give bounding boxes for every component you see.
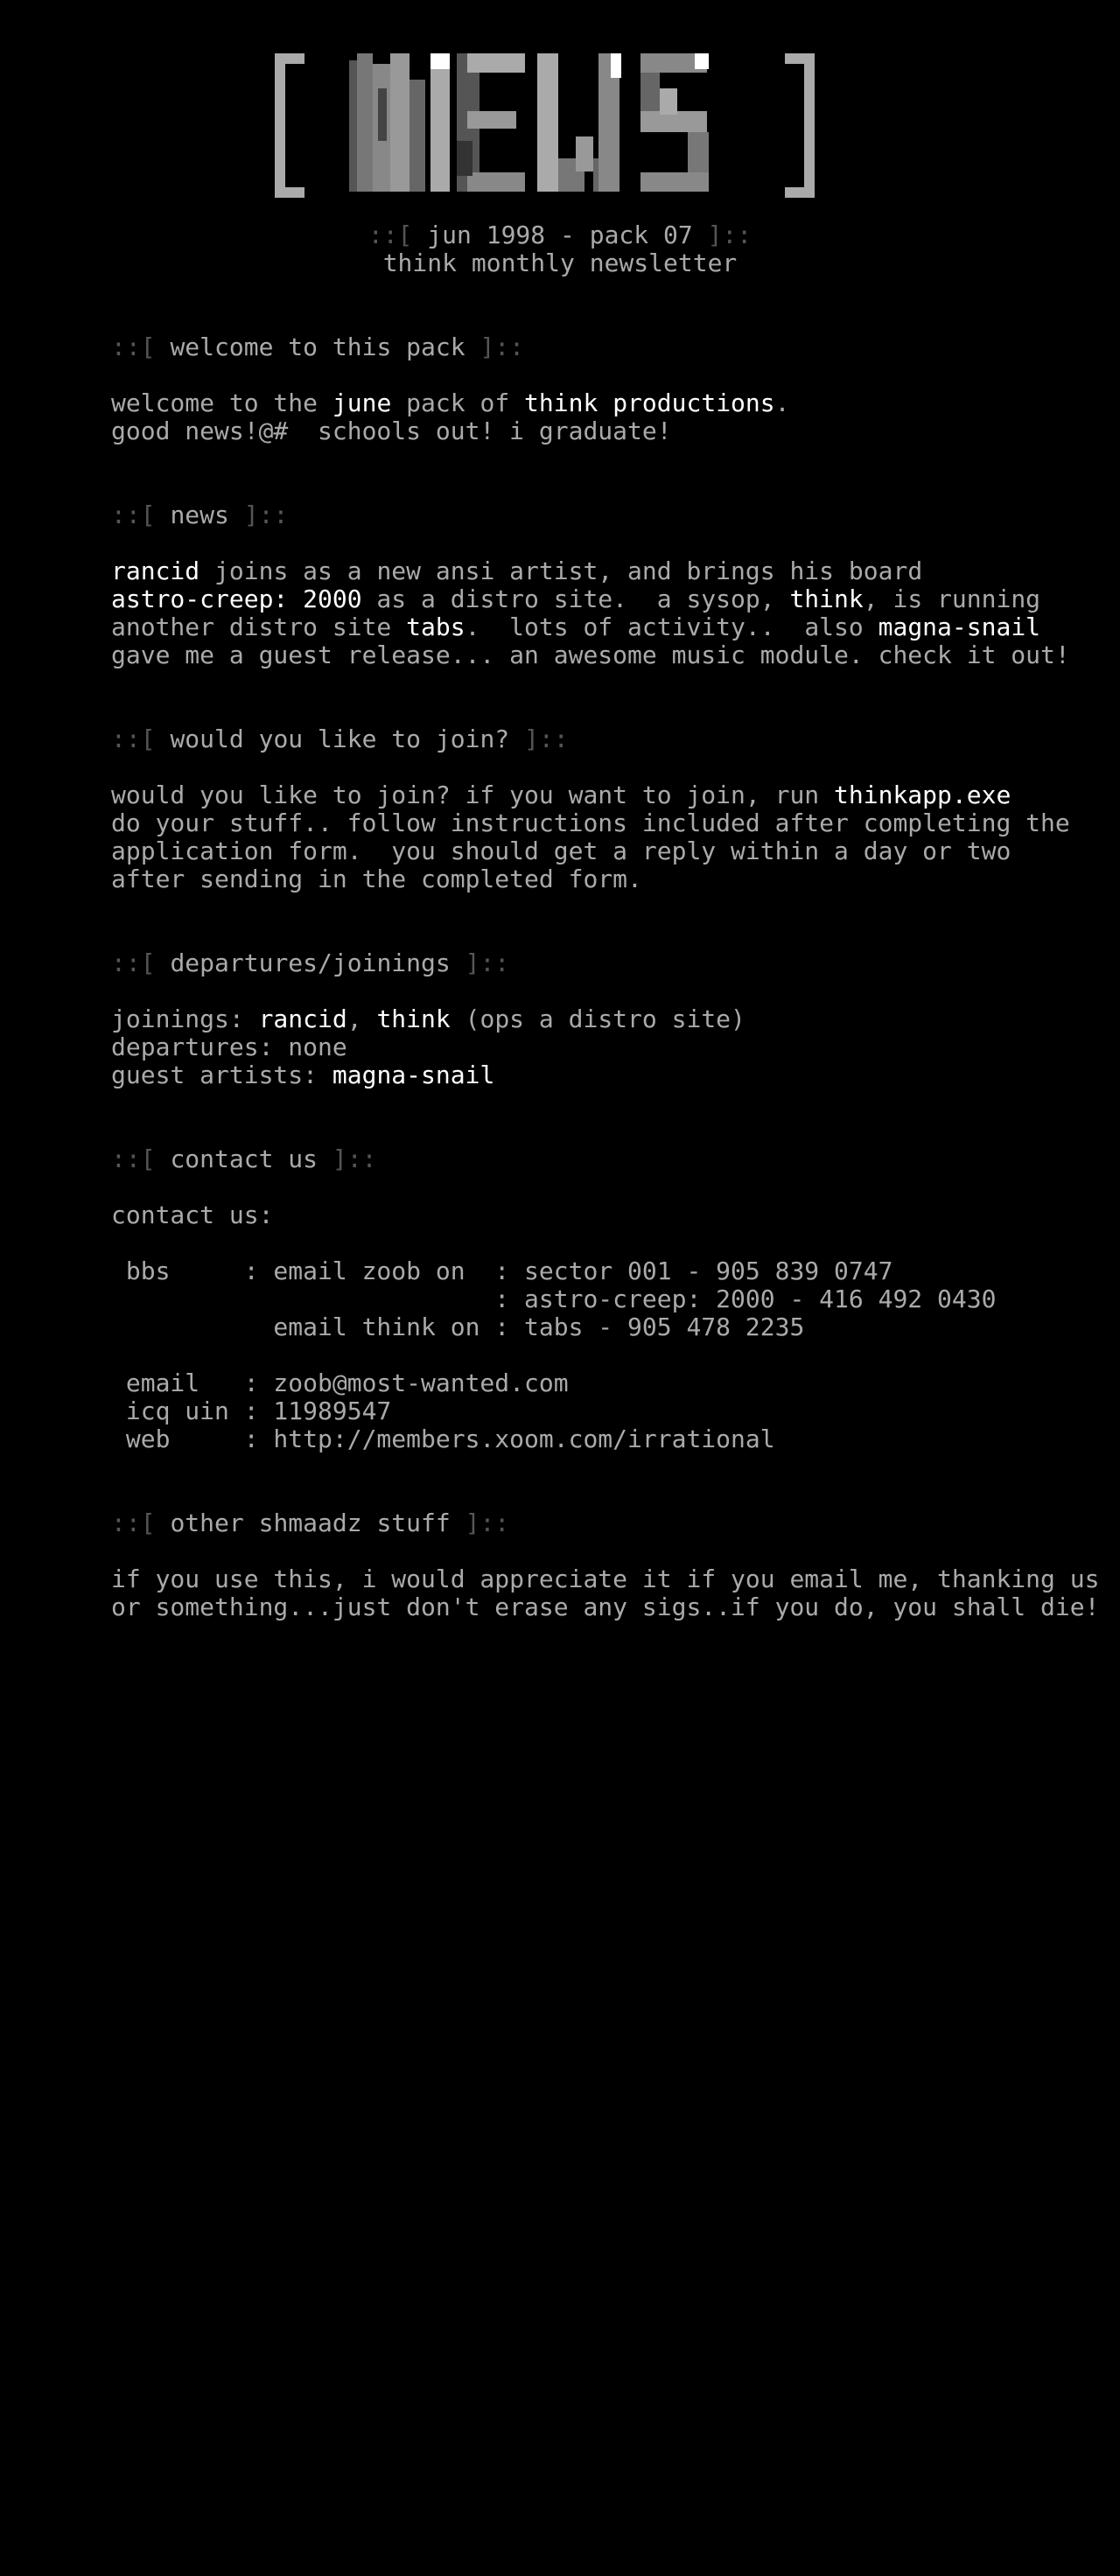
other-line-2: or something...just don't erase any sigs..if you do, you shall die!: [111, 1592, 1100, 1621]
news-line-2: astro-creep: 2000 as a distro site. a sysop, think, is running: [111, 584, 1041, 613]
join-line-4: after sending in the completed form.: [111, 864, 642, 893]
contact-icq: icq uin : 11989547: [111, 1396, 392, 1425]
section-heading-contact: ::[ contact us ]::: [111, 1144, 377, 1173]
pack-title: ::[ jun 1998 - pack 07 ]::: [368, 220, 752, 249]
guest-artists-line: guest artists: magna-snail: [111, 1060, 495, 1089]
news-logo: [275, 53, 815, 198]
logo-letter-e: [457, 53, 525, 192]
join-line-2: do your stuff.. follow instructions included after completing the: [111, 808, 1070, 837]
joinings-line: joinings: rancid, think (ops a distro site): [111, 1004, 746, 1033]
logo-letter-w: [537, 53, 621, 192]
news-line-3: another distro site tabs. lots of activity.. also magna-snail: [111, 612, 1041, 641]
welcome-line-2: good news!@# schools out! i graduate!: [111, 416, 672, 445]
section-heading-welcome: ::[ welcome to this pack ]::: [111, 332, 525, 361]
welcome-line-1: welcome to the june pack of think productions.: [111, 388, 790, 417]
logo-right-bracket: [785, 53, 815, 198]
section-heading-departures: ::[ departures/joinings ]::: [111, 948, 510, 977]
logo-letter-n: [349, 53, 450, 192]
join-line-1: would you like to join? if you want to join, run thinkapp.exe: [111, 780, 1012, 809]
contact-bbs-line-1: bbs : email zoob on : sector 001 - 905 839 0747: [111, 1256, 893, 1285]
departures-line: departures: none: [111, 1032, 347, 1061]
section-heading-join: ::[ would you like to join? ]::: [111, 724, 569, 753]
logo-left-bracket: [275, 53, 304, 198]
contact-web: web : http://members.xoom.com/irrational: [111, 1424, 775, 1453]
pack-subtitle: think monthly newsletter: [382, 248, 738, 277]
news-line-4: gave me a guest release... an awesome music module. check it out!: [111, 640, 1070, 669]
join-line-3: application form. you should get a reply within a day or two: [111, 836, 1012, 865]
section-heading-news: ::[ news ]::: [111, 500, 289, 529]
other-line-1: if you use this, i would appreciate it if you email me, thanking us: [111, 1564, 1100, 1593]
section-heading-other: ::[ other shmaadz stuff ]::: [111, 1508, 510, 1537]
contact-email: email : zoob@most-wanted.com: [111, 1368, 569, 1397]
contact-bbs-line-2: : astro-creep: 2000 - 416 492 0430: [111, 1284, 997, 1313]
logo-letter-s: [640, 53, 709, 192]
news-line-1: rancid joins as a new ansi artist, and brings his board: [111, 556, 923, 585]
contact-bbs-line-3: email think on : tabs - 905 478 2235: [111, 1312, 805, 1341]
contact-intro: contact us:: [111, 1200, 274, 1229]
